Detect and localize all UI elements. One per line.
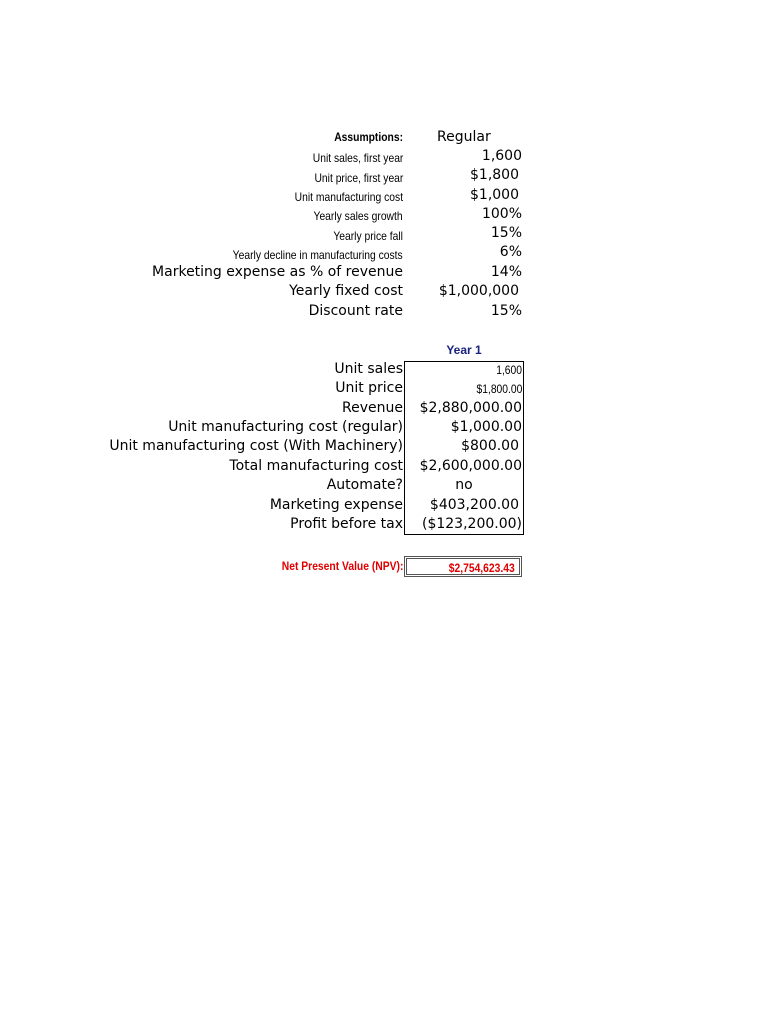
assumption-value: 14%	[490, 264, 522, 280]
year-row-value: no	[455, 477, 473, 493]
year-row-value: $1,000.00	[450, 419, 522, 435]
npv-value: $2,754,623.43	[448, 561, 515, 575]
year-row-value: $2,880,000.00	[419, 400, 522, 416]
year-column-header: Year 1	[446, 343, 482, 357]
assumption-value: $1,000,000	[438, 283, 519, 299]
assumptions-header-value: Regular	[437, 129, 491, 145]
year-row-label: Marketing expense	[269, 497, 403, 513]
year-row-value: 1,600	[496, 363, 522, 377]
assumption-value: 15%	[490, 225, 522, 241]
assumption-value: 1,600	[481, 148, 522, 164]
assumption-label: Yearly sales growth	[313, 209, 403, 223]
year-row-label: Revenue	[342, 400, 403, 416]
year-row-label: Unit manufacturing cost (regular)	[168, 419, 403, 435]
year-row-label: Profit before tax	[290, 516, 403, 532]
year-row-value: $2,600,000.00	[419, 458, 522, 474]
year-row-value: $1,800.00	[476, 382, 522, 396]
assumption-value: 100%	[481, 206, 522, 222]
assumption-value: 15%	[490, 303, 522, 319]
assumption-label: Marketing expense as % of revenue	[152, 264, 403, 280]
year-row-label: Unit manufacturing cost (With Machinery)	[109, 438, 403, 454]
year-row-label: Unit sales	[334, 361, 403, 377]
assumption-label: Yearly price fall	[333, 229, 403, 243]
year-row-label: Unit price	[335, 380, 403, 396]
assumption-label: Unit sales, first year	[312, 151, 403, 165]
assumption-label: Unit price, first year	[314, 171, 403, 185]
year-row-value: $800.00	[461, 438, 519, 454]
assumption-value: 6%	[499, 244, 522, 260]
assumption-label: Discount rate	[308, 303, 403, 319]
year-row-label: Automate?	[326, 477, 403, 493]
year-row-label: Total manufacturing cost	[229, 458, 403, 474]
assumption-label: Yearly decline in manufacturing costs	[233, 248, 403, 262]
assumption-value: $1,800	[470, 167, 519, 183]
npv-cell	[404, 556, 522, 577]
assumptions-header-label: Assumptions:	[334, 130, 403, 144]
assumption-label: Yearly fixed cost	[289, 283, 403, 299]
year-row-value: $403,200.00	[429, 497, 519, 513]
assumption-value: $1,000	[470, 187, 519, 203]
assumption-label: Unit manufacturing cost	[294, 190, 403, 204]
year-row-value: ($123,200.00)	[422, 516, 522, 532]
npv-label: Net Present Value (NPV):	[281, 559, 403, 573]
